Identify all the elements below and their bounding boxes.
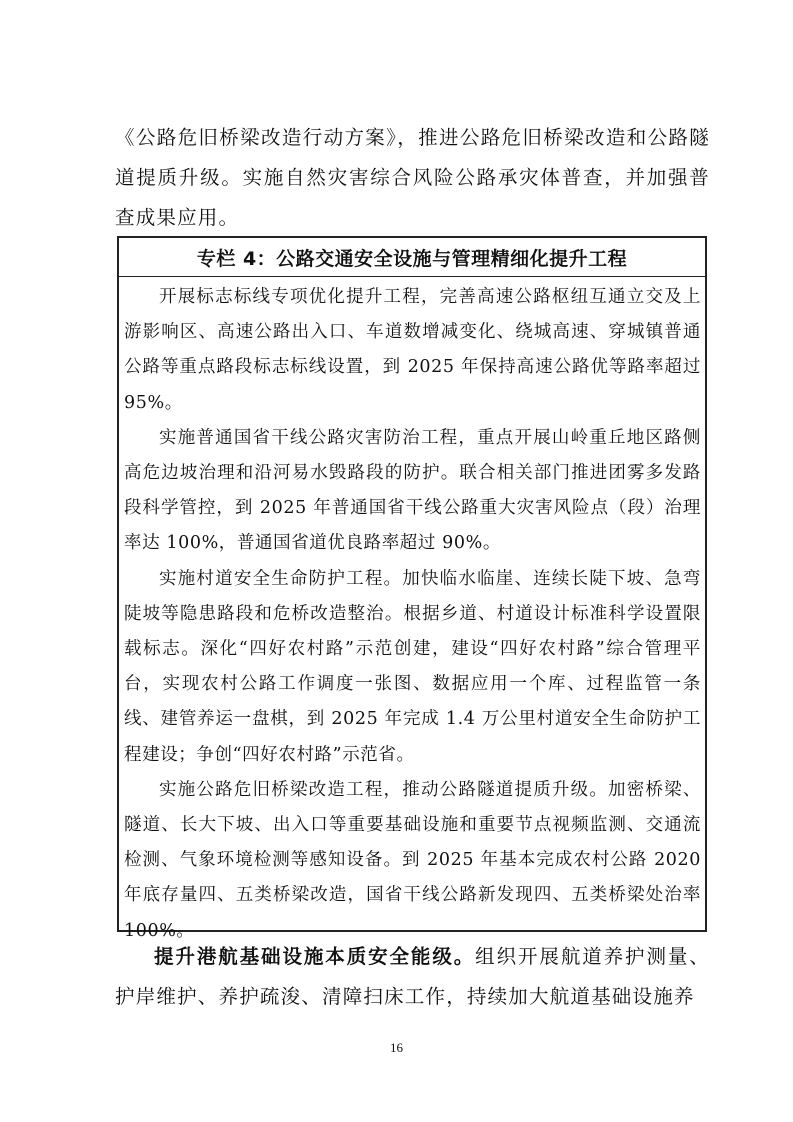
outro-bold-lead: 提升港航基础设施本质安全能级。 [154,945,476,968]
intro-paragraph: 《公路危旧桥梁改造行动方案》，推进公路危旧桥梁改造和公路隧道提质升级。实施自然灾害综合风险公路承灾体普查，并加强普查成果应用。 [115,126,710,229]
box-body [119,277,705,949]
page-number: 16 [390,1040,403,1055]
box-paragraph-4: 实施公路危旧桥梁改造工程，推动公路隧道提质升级。加密桥梁、隧道、长大下坡、出入口等重要基础设施和重要节点视频监测、交通流检测、气象环境检测等感知设备。到 2025 年基本完成农村公路 2020 年底存量四、五类桥梁改造，国省干线公路新发现四、五类桥梁处治率 100%。 [124,779,701,941]
box-paragraph-1: 开展标志标线专项优化提升工程，完善高速公路枢纽互通立交及上游影响区、高速公路出入口、车道数增减变化、绕城高速、穿城镇普通公路等重点路段标志标线设置，到 2025 年保持高速公路优等路率超过 95%。 [124,287,701,413]
box-title: 专栏 4：公路交通安全设施与管理精细化提升工程 [119,238,705,277]
box-paragraph-3: 实施村道安全生命防护工程。加快临水临崖、连续长陡下坡、急弯陡坡等隐患路段和危桥改造整治。根据乡道、村道设计标准科学设置限载标志。深化“四好农村路”示范创建，建设“四好农村路”综合管理平台，实现农村公路工作调度一张图、数据应用一个库、过程监管一条线、建管养运一盘棋，到 2025 年完成 1.4 万公里村道安全生命防护工程建设；争创“四好农村路”示范省。 [124,568,701,765]
outro-text: 组织开展航道养护测量、护岸维护、养护疏浚、清障扫床工作，持续加大航道基础设施养 [115,945,710,1008]
special-column-box [117,236,707,941]
outro-paragraph [115,937,710,1017]
box-paragraph-2: 实施普通国省干线公路灾害防治工程，重点开展山岭重丘地区路侧高危边坡治理和沿河易水毁路段的防护。联合相关部门推进团雾多发路段科学管控，到 2025 年普通国省干线公路重大灾害风险点（段）治理率达 100%，普通国省道优良路率超过 90%。 [124,427,701,554]
